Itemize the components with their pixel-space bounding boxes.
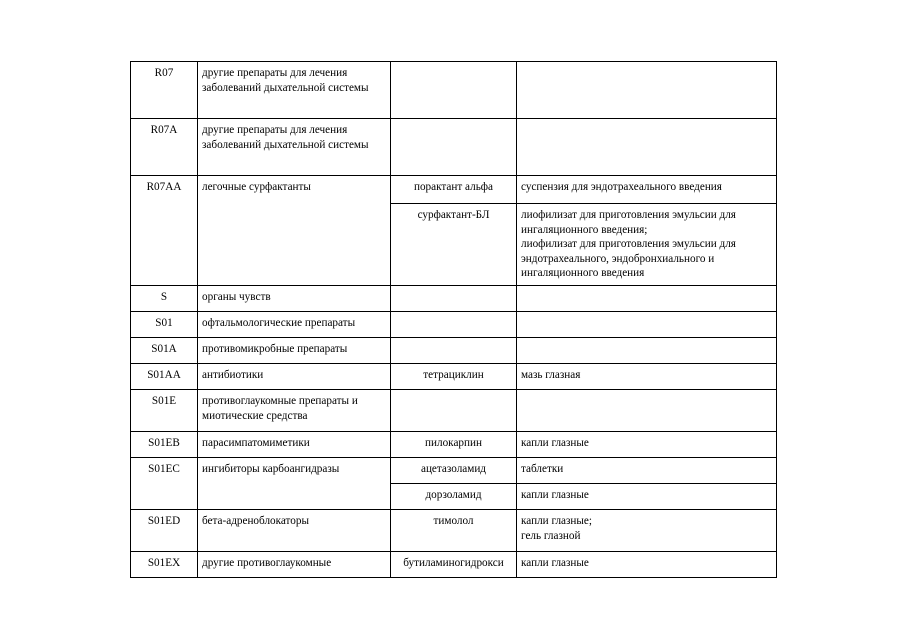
atc-code-cell: S01ED [131, 510, 198, 552]
drug-name-cell: ацетазоламид [391, 458, 517, 484]
atc-code-cell: R07AA [131, 176, 198, 286]
drug-name-cell: сурфактант-БЛ [391, 204, 517, 286]
dosage-form-cell [517, 119, 777, 176]
atc-group-cell: другие препараты для лечения заболеваний дыхательной системы [198, 119, 391, 176]
atc-code-cell: S01AA [131, 364, 198, 390]
dosage-form-cell [517, 286, 777, 312]
table-row [131, 62, 777, 119]
dosage-form-cell: капли глазные [517, 432, 777, 458]
dosage-form-cell: лиофилизат для приготовления эмульсии для ингаляционного введения; лиофилизат для приготовления эмульсии для эндотрахеального, эндобронхиального и ингаляционного введения [517, 204, 777, 286]
atc-code-cell: S01 [131, 312, 198, 338]
atc-group-cell: другие противоглаукомные [198, 552, 391, 578]
dosage-form-cell [517, 312, 777, 338]
dosage-form-cell [517, 338, 777, 364]
dosage-form-cell: капли глазные [517, 484, 777, 510]
atc-group-cell: легочные сурфактанты [198, 176, 391, 286]
atc-group-cell: парасимпатомиметики [198, 432, 391, 458]
atc-group-cell: другие препараты для лечения заболеваний дыхательной системы [198, 62, 391, 119]
drug-name-cell [391, 338, 517, 364]
dosage-form-cell: мазь глазная [517, 364, 777, 390]
atc-group-cell: органы чувств [198, 286, 391, 312]
atc-code-cell: S [131, 286, 198, 312]
drug-name-cell: тетрациклин [391, 364, 517, 390]
atc-code-cell: R07A [131, 119, 198, 176]
atc-code-cell: S01EC [131, 458, 198, 510]
table-row [131, 176, 777, 204]
atc-group-cell: противомикробные препараты [198, 338, 391, 364]
table-row [131, 312, 777, 338]
table-row [131, 119, 777, 176]
dosage-form-cell [517, 390, 777, 432]
dosage-form-cell: капли глазные; гель глазной [517, 510, 777, 552]
dosage-form-cell: таблетки [517, 458, 777, 484]
drug-name-cell: дорзоламид [391, 484, 517, 510]
table-row [131, 432, 777, 458]
drug-name-cell [391, 62, 517, 119]
drug-name-cell [391, 119, 517, 176]
drug-name-cell: порактант альфа [391, 176, 517, 204]
dosage-form-cell [517, 62, 777, 119]
dosage-form-cell: суспензия для эндотрахеального введения [517, 176, 777, 204]
atc-group-cell: ингибиторы карбоангидразы [198, 458, 391, 510]
atc-group-cell: противоглаукомные препараты и миотические средства [198, 390, 391, 432]
atc-code-cell: S01A [131, 338, 198, 364]
table-row [131, 458, 777, 484]
table-row [131, 338, 777, 364]
drug-name-cell: тимолол [391, 510, 517, 552]
atc-code-cell: R07 [131, 62, 198, 119]
table-row [131, 286, 777, 312]
atc-code-cell: S01E [131, 390, 198, 432]
atc-group-cell: бета-адреноблокаторы [198, 510, 391, 552]
atc-code-cell: S01EB [131, 432, 198, 458]
atc-group-cell: офтальмологические препараты [198, 312, 391, 338]
atc-code-cell: S01EX [131, 552, 198, 578]
drug-name-cell [391, 312, 517, 338]
table-row [131, 552, 777, 578]
drug-name-cell [391, 286, 517, 312]
dosage-form-cell: капли глазные [517, 552, 777, 578]
table-row [131, 510, 777, 552]
atc-group-cell: антибиотики [198, 364, 391, 390]
table-row [131, 364, 777, 390]
drug-name-cell: бутиламиногидрокси [391, 552, 517, 578]
drug-name-cell: пилокарпин [391, 432, 517, 458]
drug-name-cell [391, 390, 517, 432]
atx-drug-table [130, 61, 777, 578]
table-row [131, 390, 777, 432]
